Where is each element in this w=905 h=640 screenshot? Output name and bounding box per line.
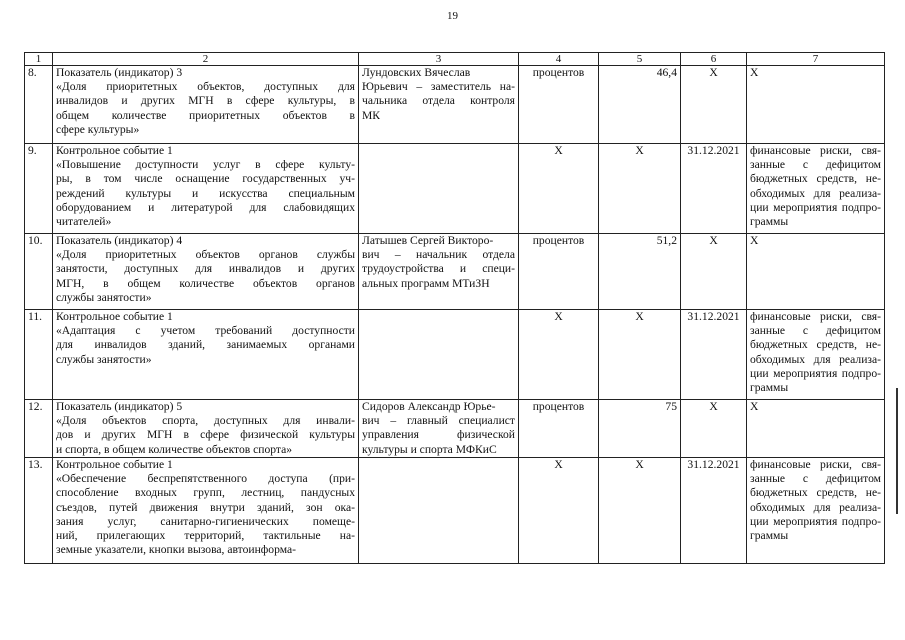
- description-line: ний, прилегающих территорий, тактильные на-: [56, 529, 355, 543]
- responsible-cell: [359, 234, 519, 310]
- date-cell: [681, 400, 747, 458]
- row-number: 13.: [28, 458, 43, 471]
- description-cell: [53, 310, 359, 400]
- column-header: 2: [53, 53, 359, 66]
- column-header: 1: [25, 53, 53, 66]
- description-line: МГН, в общем количестве объектов органов: [56, 276, 355, 290]
- deadline-value: 31.12.2021: [687, 310, 740, 323]
- target-value: 51,2: [656, 234, 677, 247]
- risk-line: бюджетных средств, не-: [750, 486, 881, 500]
- table-row: [25, 234, 885, 310]
- risk-line: ции мероприятия подпро-: [750, 200, 881, 214]
- description-line: Показатель (индикатор) 3: [56, 66, 183, 79]
- risk-line: занные с дефицитом: [750, 472, 881, 486]
- risk-cell: [747, 234, 885, 310]
- column-header: 5: [599, 53, 681, 66]
- table-row: [25, 144, 885, 234]
- description-line: занятости, доступных для инвалидов и других: [56, 262, 355, 276]
- header-row: [25, 53, 885, 66]
- target-value: 75: [665, 400, 677, 413]
- responsible-line: вич – начальник отдела: [362, 248, 515, 262]
- table-row: [25, 400, 885, 458]
- risk-line: занные с дефицитом: [750, 324, 881, 338]
- risk-line: обходимых для реализа-: [750, 186, 881, 200]
- column-header: 3: [359, 53, 519, 66]
- value-cell: [599, 66, 681, 144]
- description-line: и спорта, в общем количестве объектов спорта»: [56, 442, 293, 456]
- description-line: Показатель (индикатор) 4: [56, 234, 183, 247]
- risk-line: Х: [750, 400, 759, 413]
- column-header: 6: [681, 53, 747, 66]
- column-header: 7: [747, 53, 885, 66]
- unit-cell: [519, 458, 599, 564]
- description-cell: [53, 144, 359, 234]
- risk-cell: [747, 144, 885, 234]
- description-line: «Повышение доступности услуг в сфере культу-: [56, 158, 355, 172]
- deadline-value: 31.12.2021: [687, 144, 740, 157]
- table-row: [25, 310, 885, 400]
- value-cell: [599, 400, 681, 458]
- risk-line: финансовые риски, свя-: [750, 310, 881, 323]
- unit-value: Х: [554, 458, 563, 471]
- responsible-line: трудоустройства и специ-: [362, 262, 515, 276]
- unit-value: процентов: [532, 400, 585, 413]
- risk-line: бюджетных средств, не-: [750, 338, 881, 352]
- responsible-cell: [359, 66, 519, 144]
- date-cell: [681, 66, 747, 144]
- risk-line: финансовые риски, свя-: [750, 144, 881, 157]
- row-number: 12.: [28, 400, 43, 413]
- table-row: [25, 66, 885, 144]
- table-body: [25, 53, 885, 564]
- description-line: «Доля объектов спорта, доступных для инвали-: [56, 414, 355, 428]
- unit-cell: [519, 310, 599, 400]
- target-value: 46,4: [656, 66, 677, 79]
- description-cell: [53, 458, 359, 564]
- description-cell: [53, 234, 359, 310]
- scan-edge-mark: [896, 388, 898, 514]
- risk-line: обходимых для реализа-: [750, 500, 881, 514]
- description-line: оборудованием и литературой для слабовидящих: [56, 200, 355, 214]
- value-cell: [599, 310, 681, 400]
- row-number-cell: [25, 234, 53, 310]
- description-line: инвалидов и других МГН в сфере культуры, в: [56, 94, 355, 108]
- responsible-line: МК: [362, 108, 381, 122]
- unit-cell: [519, 234, 599, 310]
- risk-line: финансовые риски, свя-: [750, 458, 881, 471]
- description-line: зания услуг, санитарно-гигиенических помеще-: [56, 514, 355, 528]
- risk-line: граммы: [750, 529, 789, 543]
- risk-cell: [747, 400, 885, 458]
- deadline-value: Х: [709, 66, 718, 79]
- value-cell: [599, 234, 681, 310]
- responsible-cell: [359, 310, 519, 400]
- description-line: для инвалидов зданий, занимаемых органами: [56, 338, 355, 352]
- description-line: дов и других МГН в сфере физической культуры: [56, 428, 355, 442]
- page-number: 19: [447, 10, 458, 22]
- description-cell: [53, 66, 359, 144]
- responsible-cell: [359, 458, 519, 564]
- date-cell: [681, 144, 747, 234]
- description-line: службы занятости»: [56, 290, 152, 304]
- deadline-value: Х: [709, 234, 718, 247]
- description-line: съездов, путей движения внутри зданий, зон ока-: [56, 500, 355, 514]
- responsible-line: управления физической: [362, 428, 515, 442]
- description-line: Контрольное событие 1: [56, 310, 173, 323]
- plan-table: [24, 52, 885, 564]
- column-header: 4: [519, 53, 599, 66]
- unit-value: процентов: [532, 234, 585, 247]
- row-number: 11.: [28, 310, 43, 323]
- target-value: Х: [635, 144, 644, 157]
- row-number-cell: [25, 144, 53, 234]
- row-number-cell: [25, 66, 53, 144]
- risk-line: граммы: [750, 381, 789, 395]
- risk-line: обходимых для реализа-: [750, 352, 881, 366]
- description-line: службы занятости»: [56, 352, 152, 366]
- description-line: Контрольное событие 1: [56, 458, 173, 471]
- risk-line: ции мероприятия подпро-: [750, 366, 881, 380]
- risk-line: граммы: [750, 215, 789, 229]
- responsible-line: Сидоров Александр Юрье-: [362, 400, 496, 413]
- responsible-line: культуры и спорта МФКиС: [362, 442, 497, 456]
- description-line: ры, в том числе оснащение государственных уч-: [56, 172, 355, 186]
- row-number-cell: [25, 310, 53, 400]
- description-line: общем количестве приоритетных объектов в: [56, 108, 355, 122]
- date-cell: [681, 234, 747, 310]
- description-line: земные указатели, кнопки вызова, автоинформа-: [56, 543, 296, 557]
- value-cell: [599, 144, 681, 234]
- description-line: Показатель (индикатор) 5: [56, 400, 183, 413]
- date-cell: [681, 310, 747, 400]
- responsible-line: Лундовских Вячеслав: [362, 66, 471, 79]
- unit-value: Х: [554, 144, 563, 157]
- description-cell: [53, 400, 359, 458]
- row-number-cell: [25, 458, 53, 564]
- unit-cell: [519, 144, 599, 234]
- description-line: «Доля приоритетных объектов, доступных для: [56, 80, 355, 94]
- target-value: Х: [635, 310, 644, 323]
- date-cell: [681, 458, 747, 564]
- unit-cell: [519, 66, 599, 144]
- deadline-value: 31.12.2021: [687, 458, 740, 471]
- responsible-line: Юрьевич – заместитель на-: [362, 80, 515, 94]
- description-line: реждений культуры и искусства специальным: [56, 186, 355, 200]
- responsible-line: чальника отдела контроля: [362, 94, 515, 108]
- description-line: «Обеспечение беспрепятственного доступа (при-: [56, 472, 355, 486]
- unit-value: Х: [554, 310, 563, 323]
- unit-value: процентов: [532, 66, 585, 79]
- responsible-cell: [359, 144, 519, 234]
- description-line: читателей»: [56, 215, 112, 229]
- description-line: Контрольное событие 1: [56, 144, 173, 157]
- risk-line: Х: [750, 66, 759, 79]
- value-cell: [599, 458, 681, 564]
- responsible-line: вич – главный специалист: [362, 414, 515, 428]
- risk-line: бюджетных средств, не-: [750, 172, 881, 186]
- target-value: Х: [635, 458, 644, 471]
- risk-line: ции мероприятия подпро-: [750, 514, 881, 528]
- risk-line: Х: [750, 234, 759, 247]
- unit-cell: [519, 400, 599, 458]
- risk-cell: [747, 310, 885, 400]
- row-number: 9.: [28, 144, 37, 157]
- description-line: «Доля приоритетных объектов органов службы: [56, 248, 355, 262]
- risk-cell: [747, 66, 885, 144]
- deadline-value: Х: [709, 400, 718, 413]
- row-number: 10.: [28, 234, 43, 247]
- table-row: [25, 458, 885, 564]
- risk-cell: [747, 458, 885, 564]
- row-number: 8.: [28, 66, 37, 79]
- responsible-line: альных программ МТиЗН: [362, 276, 490, 290]
- responsible-cell: [359, 400, 519, 458]
- description-line: «Адаптация с учетом требований доступности: [56, 324, 355, 338]
- responsible-line: Латышев Сергей Викторо-: [362, 234, 494, 247]
- description-line: сфере культуры»: [56, 122, 140, 136]
- description-line: способление входных групп, лестниц, пандусных: [56, 486, 355, 500]
- row-number-cell: [25, 400, 53, 458]
- risk-line: занные с дефицитом: [750, 158, 881, 172]
